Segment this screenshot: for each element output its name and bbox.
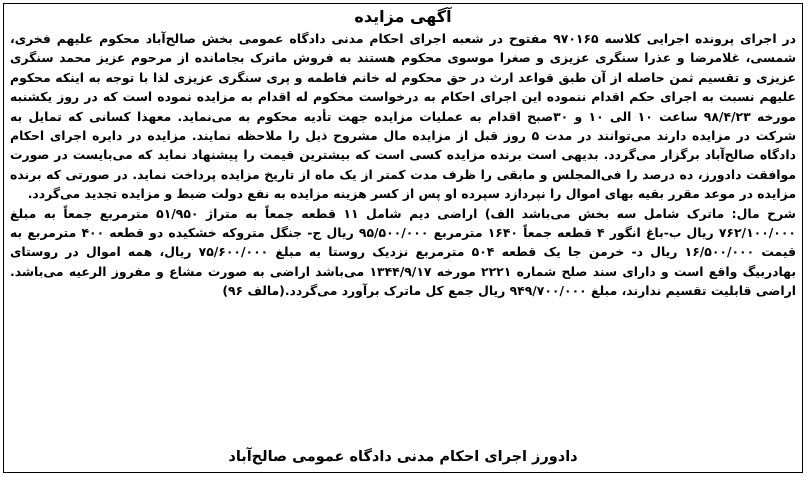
notice-title: آگهی مزایده	[354, 7, 452, 26]
notice-body	[10, 29, 796, 301]
notice-paragraph-property-description: شرح مال: ماترک شامل سه بخش می‌باشد الف) اراضی دیم شامل ۱۱ قطعه جمعاً به متراژ ۵۱/۹۵۰ مترمربع جمعاً به مبلغ ۷۶۲/۱۰۰/۰۰۰ ریال ب-باغ انگور ۴ قطعه جمعاً ۱۶۴۰ مترمربع ۹۵/۵۰۰/۰۰۰ ریال ج- جنگل متروکه خشکیده دو قطعه ۴۰۰ مترمربع به قیمت ۱۶/۵۰۰/۰۰۰ ریال د- خرمن جا یک قطعه ۵۰۴ مترمربع نزدیک روستا به مبلغ ۷۵/۶۰۰/۰۰۰ ریال، همه اموال در روستای بهادربیگ واقع است و دارای سند صلح شماره ۲۲۲۱ مورخه ۱۳۴۴/۹/۱۷ می‌باشد اراضی به صورت مشاع و مفروز الرعیه می‌باشد. اراضی قابلیت تقسیم ندارند، مبلغ ۹۴۹/۷۰۰/۰۰۰ ریال جمع کل ماترک برآورد می‌گردد.(مالف ۹۶)	[10, 205, 796, 299]
notice-paragraph-main: در اجرای پرونده اجرایی کلاسه ۹۷۰۱۶۵ مفتوح در شعبه اجرای احکام مدنی دادگاه عمومی بخش صالح‌آباد محکوم علیهم فخری، شمسی، غلامرضا و عذرا سنگری عزیزی و صغرا موسوی محکوم هستند به فروش ماترک بجامانده از مرحوم عزیز محمد سنگری عزیزی و تقسیم ثمن حاصله از آن طبق قواعد ارث در حق محکوم له خانم فاطمه و پری سنگری عزیزی لذا با توجه به اینکه محکوم علیهم نسبت به اجرای حکم اقدام ننموده این اجرای احکام به درخواست محکوم له اقدام به مزایده نموده است که در روز یکشنبه مورخه ۹۸/۴/۲۳ ساعت ۱۰ الی ۱۰ و ۳۰صبح اقدام به عملیات مزایده جهت تأدیه محکوم به می‌نماید. معهذا کسانی که تمایل به شرکت در مزایده دارند می‌توانند در مدت ۵ روز قبل از مزایده مال مشروح ذیل را ملاحظه نمایند. مزایده در دایره اجرای احکام دادگاه صالح‌آباد برگزار می‌گردد. بدیهی است برنده مزایده کسی است که بیشترین قیمت را پیشنهاد نماید که می‌بایست در صورت موافقت دادورز، ده درصد را فی‌المجلس و مابقی را ظرف مدت کمتر از یک ماه از تاریخ مزایده پرداخت نماید. در صورتی که برنده مزایده در موعد مقرر بقیه بهای اموال را نپردازد سپرده او پس از کسر هزینه مزایده به نفع دولت ضبط و مزایده تجدید می‌گردد.	[10, 31, 797, 202]
notice-frame	[3, 3, 803, 473]
notice-signature: دادورز اجرای احکام مدنی دادگاه عمومی صالح‌آباد	[228, 449, 578, 465]
